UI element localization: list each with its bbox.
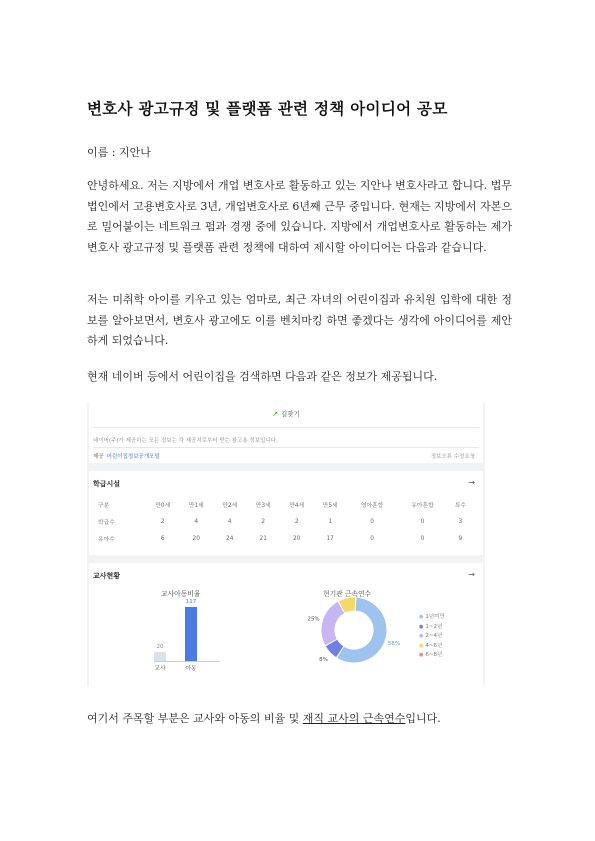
paragraph-motivation: 저는 미취학 아이를 키우고 있는 엄마로, 최근 자녀의 어린이집과 유치원 입학에 대한 정보를 알아보면서, 변호사 광고에도 이를 벤치마킹 하면 좋겠다는 생각에 아이디어를 제안하게 되었습니다.	[87, 293, 512, 347]
table-header: 영아혼합	[360, 503, 384, 509]
table-row	[93, 530, 473, 547]
donut-pct-label: 58%	[387, 640, 401, 647]
legend-label: 4~6년	[425, 642, 443, 649]
bar-1	[185, 607, 197, 661]
table-row	[93, 513, 473, 530]
table-header: 만1세	[188, 503, 204, 509]
bar-value-label: 20	[156, 643, 164, 650]
legend-item	[419, 642, 445, 652]
table-header-row	[93, 496, 473, 513]
table-cell: 17	[326, 535, 334, 542]
ratio-bar-chart	[147, 599, 237, 661]
table-header: 만0세	[155, 503, 171, 509]
donut-slice-1	[332, 643, 340, 652]
paragraph-search-info: 현재 네이버 등에서 어린이집을 검색하면 다음과 같은 정보가 제공됩니다.	[87, 370, 438, 383]
facilities-table	[93, 496, 473, 547]
find-way-button[interactable]	[89, 409, 483, 418]
legend-label: 6~8년	[425, 652, 443, 658]
teachers-card	[89, 563, 483, 686]
table-cell: 20	[192, 535, 200, 542]
legend-label: 1~2년	[425, 623, 443, 630]
table-cell: 2	[160, 518, 165, 525]
donut-pct-label: 8%	[319, 656, 328, 663]
donut-slice-3	[342, 604, 355, 607]
table-cell: 9	[458, 535, 463, 542]
divider	[93, 427, 479, 428]
legend-dot-icon: ●	[419, 652, 424, 658]
table-cell: 24	[226, 535, 234, 542]
paragraph-intro: 안녕하세요. 저는 지방에서 개업 변호사로 활동하고 있는 지안나 변호사라고 합니다. 법무법인에서 고용변호사로 3년, 개업변호사로 6년째 근무 중입니다. 현재는 지방에서 자본으로 밀어붙이는 네트워크 펌과 경쟁 중에 있습니다. 지방에서 개업변호사로 활동하는 제가 변호사 광고규정 및 플랫폼 관련 정책에 대하여 제시할 아이디어는 다음과 같습니다.	[87, 179, 512, 254]
table-cell: 4	[227, 518, 232, 525]
document-title: 변호사 광고규정 및 플랫폼 관련 정책 아이디어 공모	[87, 100, 448, 118]
table-header: 만4세	[289, 503, 305, 509]
chart-axis	[154, 661, 220, 662]
facilities-title: 학급시설	[93, 480, 121, 488]
underlined-phrase: 재직 교사의 근속연수	[302, 712, 406, 725]
donut-pct-label: 25%	[307, 616, 320, 623]
table-cell: 유아수	[98, 537, 115, 543]
author-name: 이름 : 지안나	[87, 146, 151, 159]
closing-end: 입니다.	[405, 712, 441, 725]
source-line	[93, 452, 160, 460]
info-header-card	[89, 403, 483, 463]
table-cell: 1	[328, 518, 333, 525]
legend-item	[419, 623, 445, 633]
legend-item	[419, 651, 445, 661]
legend-dot-icon: ●	[419, 633, 424, 639]
table-cell: 2	[294, 518, 299, 525]
notice-text: 네이버(주)가 제공하는 모든 정보는 각 제공처로부터 받는 참고용 정보입니다.	[93, 438, 278, 444]
legend-item	[419, 613, 445, 623]
table-cell: 2	[261, 518, 266, 525]
bar-category-label: 아동	[185, 666, 197, 672]
arrow-right-icon[interactable]: →	[468, 570, 475, 579]
table-cell: 3	[458, 518, 463, 525]
table-cell: 0	[370, 518, 374, 525]
legend-item	[419, 632, 445, 642]
table-header: 만3세	[255, 503, 271, 509]
legend-dot-icon: ●	[419, 623, 424, 630]
table-header: 구분	[98, 503, 110, 509]
fix-request-link[interactable]: 정보오류 수정요청	[430, 454, 475, 460]
ratio-chart-title: 교사아동비율	[161, 590, 201, 598]
bar-value-label: 117	[185, 599, 197, 605]
teachers-title: 교사현황	[93, 572, 121, 580]
tenure-donut-chart	[294, 595, 414, 675]
table-header: 만5세	[322, 503, 338, 509]
table-cell: 학급수	[98, 520, 115, 526]
table-cell: 6	[160, 535, 165, 542]
tenure-chart-title: 현기관 근속연수	[323, 590, 372, 598]
legend-label: 1년미만	[425, 614, 445, 620]
tenure-legend	[419, 613, 445, 661]
table-cell: 21	[259, 535, 267, 542]
bar-category-label: 교사	[154, 666, 166, 672]
legend-label: 2~4년	[425, 633, 443, 639]
directions-icon: ↗	[272, 410, 279, 418]
facilities-card	[89, 471, 483, 555]
donut-slice-2	[328, 608, 341, 643]
table-cell: 20	[292, 535, 301, 542]
find-way-label: 길찾기	[281, 410, 300, 418]
table-cell: 4	[194, 518, 199, 525]
table-cell: 0	[370, 535, 374, 542]
naver-daycare-screenshot	[87, 403, 485, 686]
table-cell: 0	[420, 535, 425, 542]
arrow-right-icon[interactable]: →	[468, 478, 475, 487]
table-cell: 0	[420, 518, 425, 525]
closing-sentence	[87, 710, 441, 726]
source-link[interactable]: 어린이집정보공개포털	[106, 454, 160, 460]
closing-text: 여기서 주목할 부분은 교사와 아동의 비율 및	[87, 712, 303, 725]
table-header: 특수	[454, 503, 466, 509]
legend-dot-icon: ●	[419, 642, 424, 649]
source-label: 제공	[93, 454, 104, 460]
table-header: 유아혼합	[411, 503, 434, 509]
bar-0	[154, 652, 166, 661]
legend-dot-icon: ●	[419, 614, 424, 620]
table-header: 만2세	[222, 503, 238, 509]
divider	[93, 447, 479, 448]
